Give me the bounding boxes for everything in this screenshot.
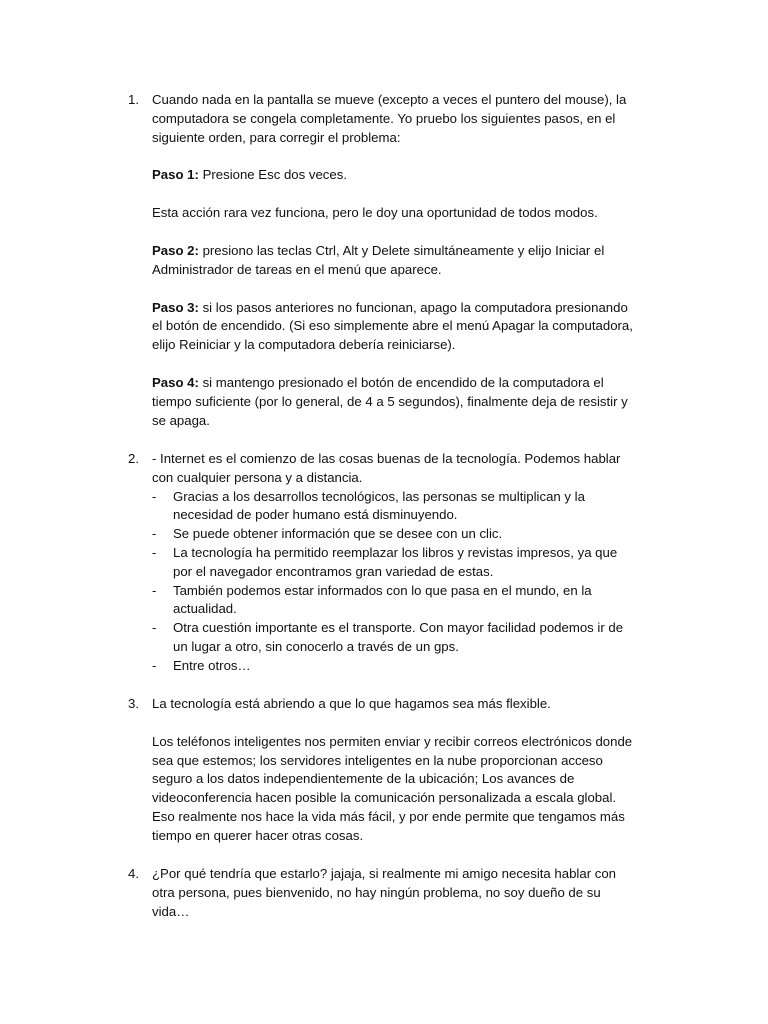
item-intro: - Internet es el comienzo de las cosas buenas de la tecnología. Podemos hablar con cualquier persona y a distancia.	[152, 451, 621, 485]
bullet-item	[152, 525, 638, 544]
list-item-2	[128, 450, 638, 676]
step-label: Paso 1:	[152, 167, 199, 183]
list-item-1	[128, 91, 638, 430]
item-number: 2.	[128, 451, 139, 466]
item-content	[152, 865, 638, 921]
bullet-list	[152, 488, 638, 676]
item-paragraph: Los teléfonos inteligentes nos permiten enviar y recibir correos electrónicos donde sea que estemos; los servidores inteligentes en la nube proporcionan acceso seguro a los datos independientemente de la ubicación; Los avances de videoconferencia hacen posible la comunicación personalizada a escala global. Eso realmente nos hace la vida más fácil, y por ende permite que tengamos más tiempo en querer hacer otras cosas.	[152, 733, 633, 843]
dash-mark: -	[152, 657, 157, 673]
bullet-text: También podemos estar informados con lo que pasa en el mundo, en la actualidad.	[173, 582, 592, 617]
step-3	[152, 299, 638, 355]
step-label: Paso 4:	[152, 374, 199, 390]
item-number: 3.	[128, 696, 139, 711]
step-text: presiono las teclas Ctrl, Alt y Delete simultáneamente y elijo Iniciar el Administrador de tareas en el menú que aparece.	[152, 242, 605, 277]
list-item-3	[128, 695, 638, 846]
item-number: 4.	[128, 866, 139, 881]
item-intro: ¿Por qué tendría que estarlo? jajaja, si realmente mi amigo necesita hablar con otra persona, pues bienvenido, no hay ningún problema, no soy dueño de su vida…	[152, 866, 617, 919]
dash-mark: -	[152, 582, 157, 598]
bullet-item	[152, 657, 638, 676]
dash-mark: -	[152, 544, 157, 560]
item-content	[152, 450, 638, 676]
step-label: Paso 2:	[152, 242, 199, 258]
item-content	[152, 695, 638, 846]
list-item-4	[128, 865, 638, 921]
step-text: Presione Esc dos veces.	[198, 167, 347, 183]
item-intro: La tecnología está abriendo a que lo que hagamos sea más flexible.	[152, 696, 551, 711]
bullet-text: Gracias a los desarrollos tecnológicos, las personas se multiplican y la necesidad de poder humano está disminuyendo.	[173, 488, 585, 523]
step-2	[152, 242, 638, 280]
step-text: Esta acción rara vez funciona, pero le doy una oportunidad de todos modos.	[152, 205, 598, 221]
step-text: si los pasos anteriores no funcionan, apago la computadora presionando el botón de encendido. (Si eso simplemente abre el menú Apagar la computadora, elijo Reiniciar y la computadora debería reiniciarse).	[152, 299, 633, 353]
dash-mark: -	[152, 620, 157, 636]
bullet-item	[152, 488, 638, 526]
bullet-item	[152, 582, 638, 620]
step-label: Paso 3:	[152, 299, 199, 315]
bullet-text: Se puede obtener información que se desee con un clic.	[173, 526, 503, 542]
item-intro: Cuando nada en la pantalla se mueve (excepto a veces el puntero del mouse), la computadora se congela completamente. Yo pruebo los siguientes pasos, en el siguiente orden, para corregir el problema:	[152, 92, 627, 145]
dash-mark: -	[152, 526, 157, 542]
item-content	[152, 91, 638, 430]
step-text: si mantengo presionado el botón de encendido de la computadora el tiempo suficiente (por lo general, de 4 a 5 segundos), finalmente deja de resistir y se apaga.	[152, 374, 628, 428]
step-note	[152, 204, 638, 223]
step-4	[152, 374, 638, 430]
item-number: 1.	[128, 92, 139, 107]
dash-mark: -	[152, 488, 157, 504]
bullet-text: Otra cuestión importante es el transporte. Con mayor facilidad podemos ir de un lugar a otro, sin conocerlo a través de un gps.	[173, 620, 624, 654]
step-1	[152, 166, 638, 185]
bullet-item	[152, 544, 638, 582]
bullet-text: Entre otros…	[173, 657, 251, 673]
bullet-item	[152, 619, 638, 657]
bullet-text: La tecnología ha permitido reemplazar los libros y revistas impresos, ya que por el navegador encontramos gran variedad de estas.	[173, 544, 618, 579]
